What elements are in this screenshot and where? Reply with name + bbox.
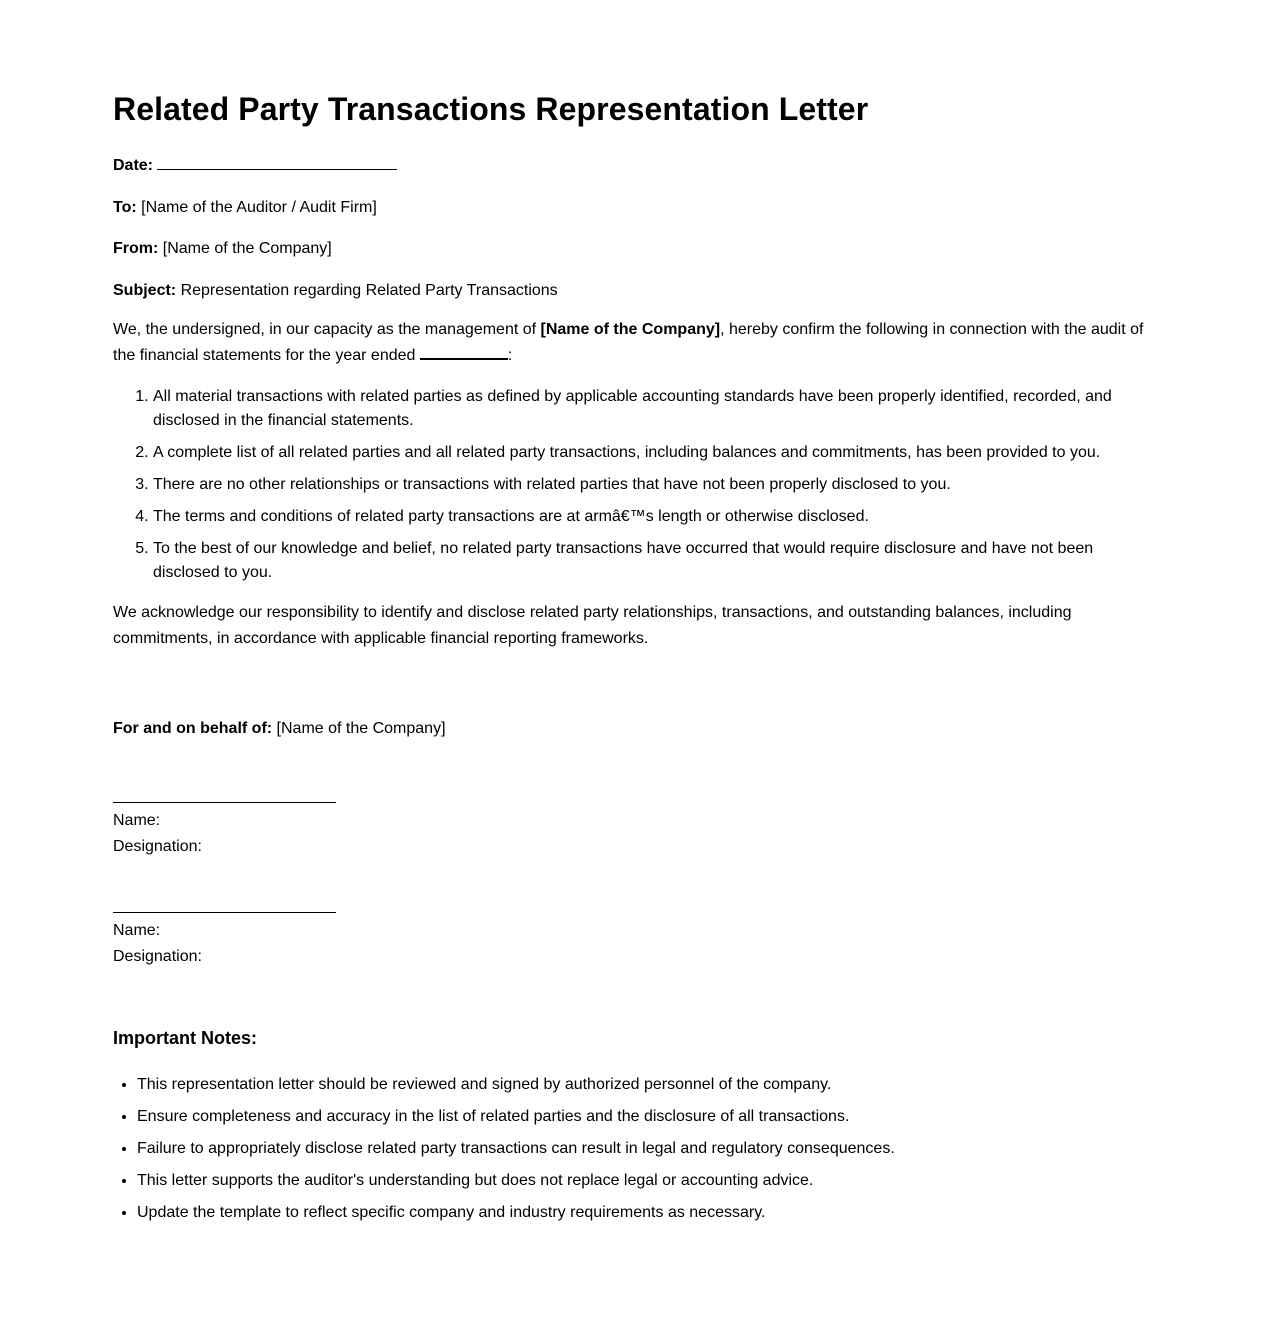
- date-field: [113, 155, 1150, 176]
- document-title: Related Party Transactions Representation Letter: [113, 91, 869, 127]
- date-blank-line: [157, 155, 397, 170]
- from-value: [Name of the Company]: [162, 240, 332, 257]
- intro-company-name: [Name of the Company]: [540, 321, 721, 338]
- acknowledgement-paragraph: We acknowledge our responsibility to identify and disclose related party relationships, transactions, and outstanding balances, including commitments, in accordance with applicable financial reporting frameworks.: [113, 604, 1072, 647]
- subject-field: [113, 281, 1150, 301]
- to-field: [113, 198, 1150, 218]
- date-label: Date:: [113, 157, 154, 174]
- behalf-field: [113, 719, 1150, 739]
- signature-block-2: [113, 912, 1150, 970]
- signature-block-1: [113, 802, 1150, 860]
- from-field: [113, 239, 1150, 259]
- list-item: 5. To the best of our knowledge and belief, no related party transactions have occurred that would require disclosure and have not been disclosed to you.: [153, 537, 1150, 585]
- intro-text-end: :: [507, 347, 513, 364]
- signatory-designation-label: Designation:: [113, 838, 202, 855]
- subject-value: Representation regarding Related Party Transactions: [180, 282, 558, 299]
- year-ended-blank-line: [420, 344, 508, 360]
- list-item: • Failure to appropriately disclose related party transactions can result in legal and regulatory consequences.: [137, 1137, 1150, 1161]
- list-item: • This representation letter should be reviewed and signed by authorized personnel of the company.: [137, 1073, 1150, 1097]
- list-item: 4. The terms and conditions of related party transactions are at armâ€™s length or otherwise disclosed.: [153, 505, 1150, 529]
- list-item: • This letter supports the auditor's understanding but does not replace legal or accounting advice.: [137, 1169, 1150, 1193]
- from-label: From:: [113, 240, 159, 257]
- important-notes-list: [113, 1073, 1150, 1225]
- list-item: 3. There are no other relationships or transactions with related parties that have not been properly disclosed to you.: [153, 473, 1150, 497]
- signatory-designation-label: Designation:: [113, 948, 202, 965]
- intro-text-part1: We, the undersigned, in our capacity as the management of: [113, 321, 541, 338]
- signatory-name-label: Name:: [113, 812, 161, 829]
- subject-label: Subject:: [113, 282, 177, 299]
- list-item: • Ensure completeness and accuracy in the list of related parties and the disclosure of all transactions.: [137, 1105, 1150, 1129]
- behalf-label: For and on behalf of:: [113, 720, 273, 737]
- list-item: 2. A complete list of all related parties and all related party transactions, including balances and commitments, has been provided to you.: [153, 441, 1150, 465]
- important-notes-heading: Important Notes:: [113, 1028, 257, 1048]
- signature-line: [113, 912, 336, 913]
- intro-paragraph: [113, 317, 1150, 369]
- signatory-name-label: Name:: [113, 922, 161, 939]
- list-item: • Update the template to reflect specific company and industry requirements as necessary.: [137, 1201, 1150, 1225]
- representations-list: [113, 385, 1150, 585]
- to-label: To:: [113, 199, 137, 216]
- behalf-value: [Name of the Company]: [276, 720, 446, 737]
- signature-line: [113, 802, 336, 803]
- list-item: 1. All material transactions with related parties as defined by applicable accounting standards have been properly identified, recorded, and disclosed in the financial statements.: [153, 385, 1150, 433]
- intro-text-part2: , hereby confirm the following in connection with the audit of the financial statements for the year ended: [113, 321, 1144, 364]
- to-value: [Name of the Auditor / Audit Firm]: [141, 199, 377, 216]
